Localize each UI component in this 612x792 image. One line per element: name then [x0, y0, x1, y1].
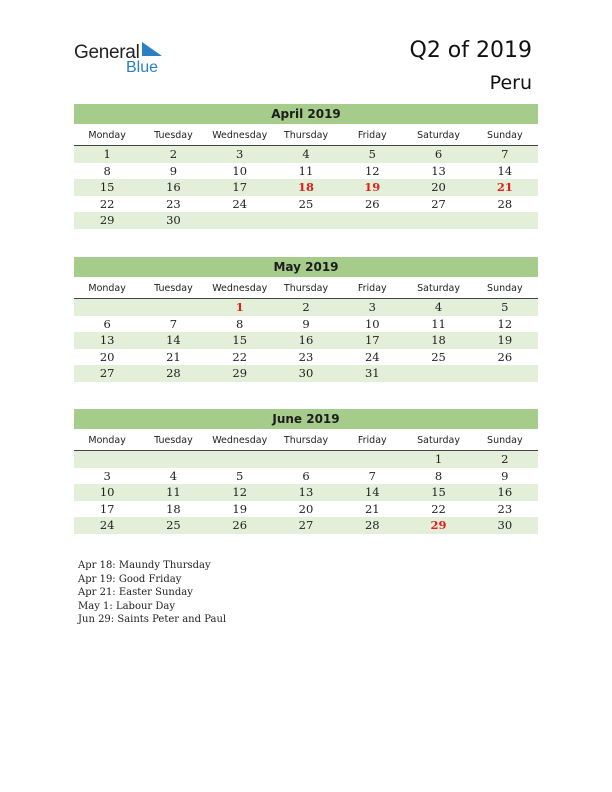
date-cell: 18	[166, 501, 181, 516]
date-cell: 11	[166, 485, 181, 499]
date-cell	[339, 212, 405, 229]
weekday-header-row	[74, 127, 538, 146]
date-cell	[140, 299, 206, 316]
holiday-note: Apr 21: Easter Sunday	[78, 587, 193, 598]
date-cell: 16	[497, 485, 513, 499]
weekday-label: Friday	[357, 130, 387, 141]
date-cell	[339, 451, 405, 468]
holiday-note: May 1: Labour Day	[78, 600, 175, 612]
holiday-note: Apr 19: Good Friday	[78, 573, 182, 585]
date-cell: 26	[232, 518, 248, 532]
month-calendar	[74, 104, 538, 229]
week-row	[74, 484, 538, 501]
month-title: May 2019	[74, 257, 538, 277]
date-cell: 22	[99, 196, 115, 211]
holiday-date-cell: 18	[297, 180, 314, 194]
holiday-date-cell: 1	[235, 300, 244, 314]
date-cell: 7	[368, 468, 376, 483]
date-cell: 28	[497, 196, 513, 211]
date-cell: 3	[368, 300, 376, 314]
date-cell: 10	[364, 316, 380, 331]
country-name: Peru	[489, 72, 532, 94]
weekday-label: Monday	[88, 435, 126, 446]
date-cell: 5	[501, 300, 509, 314]
date-cell: 12	[497, 316, 513, 331]
date-cell: 17	[364, 333, 380, 347]
date-cell: 8	[434, 468, 443, 483]
month-calendar	[74, 409, 538, 534]
date-cell: 8	[236, 316, 244, 331]
weekday-label: Saturday	[417, 435, 460, 446]
date-cell: 25	[298, 196, 314, 211]
date-cell: 13	[298, 485, 314, 499]
date-cell: 2	[501, 452, 509, 466]
date-cell	[405, 365, 471, 382]
date-cell: 3	[236, 147, 244, 161]
date-cell: 29	[232, 366, 248, 380]
month-title: April 2019	[74, 104, 538, 124]
date-cell	[405, 212, 471, 229]
date-cell: 20	[99, 349, 115, 364]
holiday-date-cell: 21	[496, 180, 513, 194]
weekday-label: Thursday	[283, 283, 329, 294]
date-cell: 30	[497, 518, 513, 532]
date-cell: 9	[501, 468, 509, 483]
date-cell: 4	[302, 147, 310, 161]
date-cell: 23	[497, 501, 513, 516]
weekday-label: Sunday	[487, 130, 523, 141]
date-cell: 30	[166, 213, 181, 227]
date-cell: 14	[497, 163, 513, 178]
week-row	[74, 179, 538, 196]
date-cell	[472, 212, 538, 229]
date-cell: 17	[99, 501, 115, 516]
date-cell: 26	[497, 349, 513, 364]
date-cell: 13	[99, 333, 115, 347]
week-row	[74, 517, 538, 534]
date-cell	[273, 451, 339, 468]
date-cell: 14	[166, 333, 181, 347]
weekday-label: Sunday	[487, 435, 523, 446]
date-cell: 30	[298, 366, 314, 380]
weekday-label: Wednesday	[212, 435, 268, 446]
date-cell: 25	[166, 518, 181, 532]
week-row	[74, 332, 538, 349]
date-cell: 22	[232, 349, 248, 364]
holiday-note: Apr 18: Maundy Thursday	[78, 560, 211, 571]
date-cell: 28	[364, 518, 380, 532]
weekday-label: Thursday	[283, 435, 329, 446]
date-cell: 19	[232, 501, 248, 516]
week-row	[74, 451, 538, 468]
weekday-label: Friday	[357, 435, 387, 446]
date-cell: 17	[232, 180, 248, 194]
week-row	[74, 163, 538, 180]
date-cell: 1	[103, 147, 111, 161]
weekday-label: Sunday	[487, 283, 523, 294]
weekday-label: Tuesday	[154, 283, 193, 294]
weekday-header-row	[74, 432, 538, 451]
date-cell: 14	[364, 485, 380, 499]
date-cell: 6	[103, 316, 111, 331]
date-cell	[207, 451, 273, 468]
date-cell: 15	[431, 485, 446, 499]
date-cell: 27	[99, 366, 115, 380]
date-cell: 13	[431, 163, 446, 178]
holiday-date-cell: 19	[364, 180, 381, 194]
date-cell	[140, 451, 206, 468]
week-row	[74, 146, 538, 163]
weekday-label: Saturday	[417, 130, 460, 141]
date-cell	[273, 212, 339, 229]
date-cell	[74, 299, 140, 316]
date-cell: 31	[364, 366, 380, 380]
date-cell: 24	[99, 518, 115, 532]
date-cell: 3	[103, 468, 111, 483]
date-cell: 9	[302, 316, 310, 331]
date-cell: 6	[434, 147, 443, 161]
date-cell: 26	[364, 196, 380, 211]
page-title: Q2 of 2019	[409, 38, 532, 63]
weekday-label: Monday	[88, 130, 126, 141]
date-cell: 5	[236, 468, 244, 483]
date-cell: 27	[431, 196, 446, 211]
date-cell: 2	[302, 300, 310, 314]
week-row	[74, 365, 538, 382]
logo-text-blue: Blue	[126, 59, 159, 76]
weekday-label: Tuesday	[154, 130, 193, 141]
date-cell: 29	[99, 213, 115, 227]
date-cell: 11	[431, 316, 446, 331]
date-cell: 12	[364, 163, 380, 178]
date-cell: 18	[431, 333, 446, 347]
date-cell: 15	[232, 333, 248, 347]
weekday-label: Friday	[357, 283, 387, 294]
date-cell: 5	[368, 147, 376, 161]
date-cell: 24	[232, 196, 248, 211]
date-cell: 16	[298, 333, 314, 347]
date-cell: 2	[169, 147, 178, 161]
logo-text-general: General	[74, 42, 140, 63]
date-cell: 1	[434, 452, 443, 466]
week-row	[74, 212, 538, 229]
weekday-header-row	[74, 280, 538, 299]
month-calendar	[74, 257, 538, 382]
date-cell: 23	[166, 196, 181, 211]
holiday-date-cell: 29	[430, 518, 447, 532]
date-cell: 7	[501, 147, 509, 161]
weekday-label: Wednesday	[212, 283, 268, 294]
date-cell: 7	[169, 316, 178, 331]
date-cell	[207, 212, 273, 229]
date-cell: 4	[169, 468, 178, 483]
date-cell: 8	[103, 163, 111, 178]
date-cell: 24	[364, 349, 380, 364]
holiday-note: Jun 29: Saints Peter and Paul	[78, 614, 227, 625]
month-title: June 2019	[74, 409, 538, 429]
weekday-label: Monday	[88, 283, 126, 294]
date-cell: 22	[431, 501, 446, 516]
date-cell: 28	[166, 366, 181, 380]
date-cell: 4	[434, 300, 443, 314]
week-row	[74, 316, 538, 333]
date-cell: 23	[298, 349, 314, 364]
date-cell: 9	[169, 163, 178, 178]
brand-logo	[74, 40, 184, 80]
weekday-label: Saturday	[417, 283, 460, 294]
holiday-notes	[78, 559, 226, 627]
date-cell: 11	[298, 163, 314, 178]
logo-flag-icon	[142, 42, 164, 58]
date-cell: 25	[431, 349, 446, 364]
date-cell: 20	[431, 180, 446, 194]
date-cell: 10	[232, 163, 248, 178]
week-row	[74, 299, 538, 316]
date-cell	[74, 451, 140, 468]
week-row	[74, 196, 538, 213]
weekday-label: Tuesday	[154, 435, 193, 446]
date-cell: 20	[298, 501, 314, 516]
date-cell: 15	[99, 180, 115, 194]
date-cell: 10	[99, 485, 115, 499]
weekday-label: Thursday	[283, 130, 329, 141]
date-cell: 12	[232, 485, 248, 499]
date-cell	[472, 365, 538, 382]
week-row	[74, 501, 538, 518]
weekday-label: Wednesday	[212, 130, 268, 141]
date-cell: 6	[302, 468, 310, 483]
date-cell: 16	[166, 180, 181, 194]
date-cell: 19	[497, 333, 513, 347]
week-row	[74, 349, 538, 366]
date-cell: 21	[364, 501, 380, 516]
date-cell: 27	[298, 518, 314, 532]
date-cell: 21	[166, 349, 181, 364]
week-row	[74, 468, 538, 485]
